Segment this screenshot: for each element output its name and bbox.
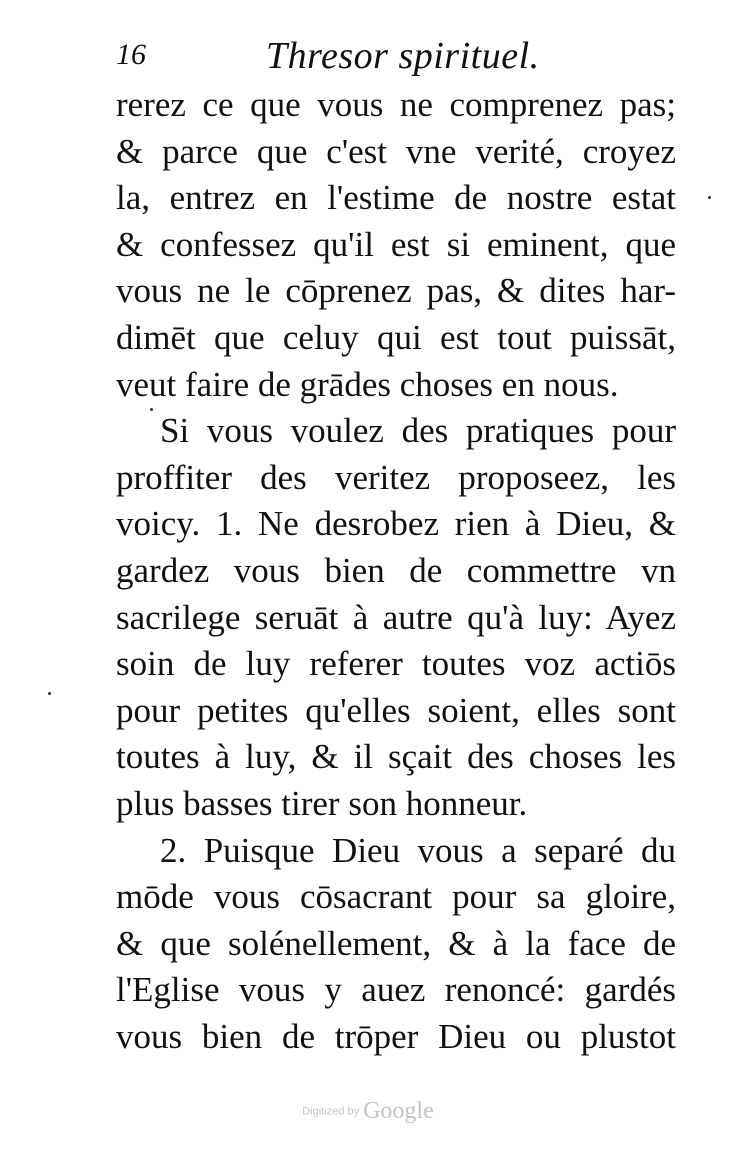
- text-line: voicy. 1. Ne desrobez rien à Dieu, &: [116, 504, 676, 544]
- digitized-by-label: Digitized by: [302, 1105, 360, 1118]
- text-line: & que solénellement, & à la face de: [116, 923, 676, 963]
- text-line: & parce que c'est vne verité, croyez: [116, 131, 676, 171]
- page-header: [116, 32, 676, 82]
- text-line: l'Eglise vous y auez renoncé: gardés: [116, 970, 676, 1010]
- text-line: toutes à luy, & il sçait des choses les: [116, 737, 676, 777]
- text-line: la, entrez en l'estime de nostre estat: [116, 178, 676, 218]
- text-line: vous bien de trōper Dieu ou plustot: [116, 1016, 676, 1056]
- digitization-watermark: [0, 1098, 736, 1125]
- text-line: soin de luy referer toutes voz actiōs: [116, 644, 676, 684]
- text-line: mōde vous cōsacrant pour sa gloire,: [116, 877, 676, 917]
- text-line: veut faire de grādes choses en nous.: [116, 364, 619, 404]
- running-title: Thresor spirituel.: [266, 35, 540, 77]
- paragraph-first-line: 2. Puisque Dieu vous a separé du: [160, 830, 676, 870]
- page-number: 16: [116, 38, 146, 71]
- text-line: sacrilege seruāt à autre qu'à luy: Ayez: [116, 597, 676, 637]
- text-line: rerez ce que vous ne comprenez pas;: [116, 85, 676, 124]
- text-line: vous ne le cōprenez pas, & dites har-: [116, 271, 676, 311]
- body-text: [116, 82, 676, 1060]
- ink-speck: [48, 692, 51, 695]
- paragraph-first-line: Si vous voulez des pratiques pour: [160, 411, 676, 451]
- text-line: pour petites qu'elles soient, elles sont: [116, 690, 676, 730]
- ink-speck: [150, 408, 153, 411]
- text-line: dimēt que celuy qui est tout puissāt,: [116, 317, 676, 357]
- text-line: plus basses tirer son honneur.: [116, 783, 528, 823]
- text-line: & confessez qu'il est si eminent, que: [116, 224, 676, 264]
- text-line: proffiter des veritez proposeez, les: [116, 457, 676, 497]
- text-line: gardez vous bien de commettre vn: [116, 550, 676, 590]
- google-wordmark: Google: [363, 1098, 434, 1124]
- ink-speck: [708, 196, 711, 199]
